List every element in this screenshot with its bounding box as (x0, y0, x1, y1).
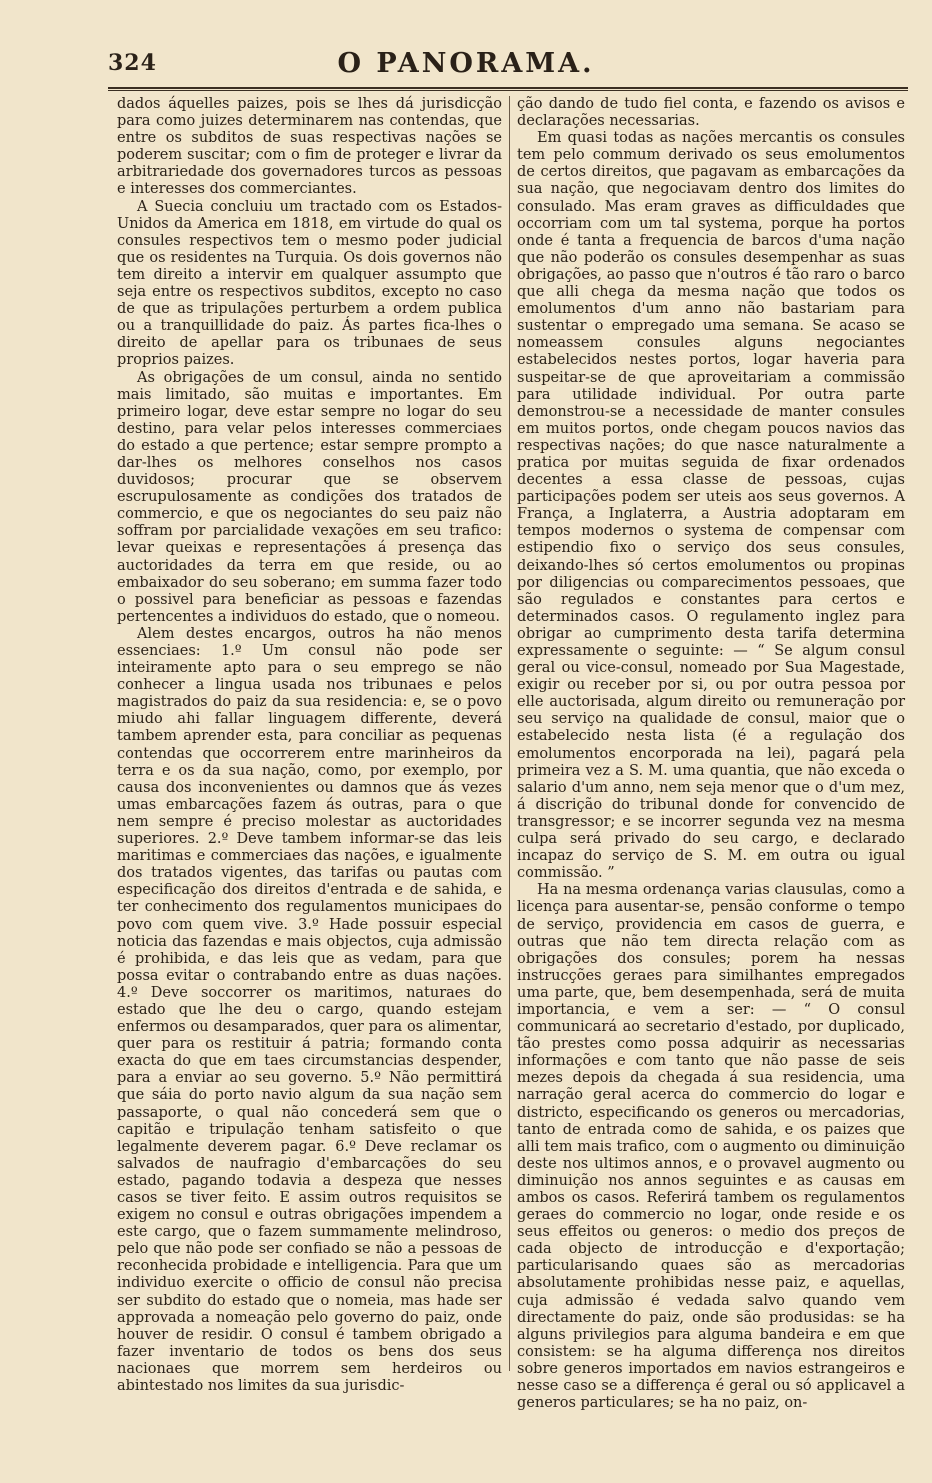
left-paragraph-3: As obrigações de um consul, ainda no sentido mais limitado, são muitas e importantes. Em primeiro logar, deve estar sempre no logar do seu destino, para velar pelos interesses commerciaes do estado a que pertence; estar sempre prompto a dar-lhes os melhores conselhos nos casos duvidosos; procurar que se observem escrupulosamente as condições dos tratados de commercio, e que os negociantes do seu paiz não soffram por parcialidade vexações em seu trafico: levar queixas e representações á presença das auctoridades da terra em que reside, ou ao embaixador do seu soberano; em summa fazer todo o possivel para beneficiar as pessoas e fazendas pertencentes a individuos do estado, que o nomeou. (117, 369, 502, 625)
right-paragraph-2: Em quasi todas as nações mercantis os consules tem pelo commum derivado os seus emolumentos de certos direitos, que pagavam as embarcações da sua nação, que negociavam dentro dos limites do consulado. Mas eram graves as difficuldades que occorriam com um tal systema, porque ha portos onde é tanta a frequencia de barcos d'uma nação que não poderão os consules desempenhar as suas obrigações, ao passo que n'outros é tão raro o barco que alli chega da mesma nação que todos os emolumentos d'um anno não bastariam para sustentar o empregado uma semana. Se acaso se nomeassem consules alguns negociantes estabelecidos nestes portos, logar haveria para suspeitar-se de que aproveitariam a commissão para utilidade individual. Por outra parte demonstrou-se a necessidade de manter consules em muitos portos, onde chegam poucos navios das respectivas nações; do que nasce naturalmente a pratica por muitas seguida de fixar ordenados decentes a essa classe de pessoas, cujas participações podem ser uteis aos seus governos. A França, a Inglaterra, a Austria adoptaram em tempos modernos o systema de compensar com estipendio fixo o serviço dos seus consules, deixando-lhes só certos emolumentos ou propinas por diligencias ou comparecimentos pessoaes, que são regulados e constantes para certos e determinados casos. O regulamento inglez para obrigar ao cumprimento desta tarifa determina expressamente o seguinte: — “ Se algum consul geral ou vice-consul, nomeado por Sua Magestade, exigir ou receber por si, ou por outra pessoa por elle auctorisada, algum direito ou remuneração por seu serviço na qualidade de consul, maior que o estabelecido nesta lista (é a regulação dos emolumentos encorporada na lei), pagará pela primeira vez a S. M. uma quantia, que não exceda o salario d'um anno, nem seja menor que o d'um mez, á discrição do tribunal donde for convencido de transgressor; e se incorrer segunda vez na mesma culpa será privado do seu cargo, e declarado incapaz do serviço de S. M. em outra ou igual commissão. ” (517, 130, 905, 882)
page-number: 324 (108, 50, 157, 76)
right-paragraph-1: ção dando de tudo fiel conta, e fazendo os avisos e declarações necessarias. (517, 96, 905, 130)
right-paragraph-3: Ha na mesma ordenança varias clausulas, como a licença para ausentar-se, pensão conforme o tempo de serviço, providencia em casos de guerra, e outras que não tem directa relação com as obrigações dos consules; porem ha nessas instrucções geraes para similhantes empregados uma parte, que, bem desempenhada, será de muita importancia, e vem a ser: — “ O consul communicará ao secretario d'estado, por duplicado, tão prestes como possa adquirir as necessarias informações e com tanto que não passe de seis mezes depois da chegada á sua residencia, uma narração geral acerca do commercio do logar e districto, especificando os generos ou mercadorias, tanto de entrada como de sahida, e os paizes que alli tem mais trafico, com o augmento ou diminuição deste nos ultimos annos, e o provavel augmento ou diminuição nos annos seguintes e as causas em ambos os casos. Referirá tambem os regulamentos geraes do commercio no logar, onde reside e os seus effeitos ou generos: o medio dos preços de cada objecto de introducção e d'exportação; particularisando quaes são as mercadorias absolutamente prohibidas nesse paiz, e aquellas, cuja admissão é vedada salvo quando vem directamente do paiz, onde são produsidas: se ha alguns privilegios para alguma bandeira e em que consistem: se ha alguma differença nos direitos sobre generos importados em navios estrangeiros e nesse caso se a differença é geral ou só applicavel a generos particulares; se ha no paiz, on- (517, 882, 905, 1412)
right-column (517, 96, 905, 1412)
column-divider (509, 96, 510, 1371)
left-paragraph-1: dados áquelles paizes, pois se lhes dá jurisdicção para como juizes determinarem nas contendas, que entre os subditos de suas respectivas nações se poderem suscitar; com o fim de proteger e livrar da arbitrariedade dos governadores turcos as pessoas e interesses dos commerciantes. (117, 96, 502, 198)
left-paragraph-4: Alem destes encargos, outros ha não menos essenciaes: 1.º Um consul não pode ser inteiramente apto para o seu emprego se não conhecer a lingua usada nos tribunaes e pelos magistrados do paiz da sua residencia: e, se o povo miudo ahi fallar linguagem differente, deverá tambem aprender esta, para conciliar as pequenas contendas que occorrerem entre marinheiros da terra e os da sua nação, como, por exemplo, por causa dos inconvenientes ou damnos que ás vezes umas embarcações fazem ás outras, para o que nem sempre é preciso molestar as auctoridades superiores. 2.º Deve tambem informar-se das leis maritimas e commerciaes das nações, e igualmente dos tratados vigentes, das tarifas ou pautas com especificação dos direitos d'entrada e de sahida, e ter conhecimento dos regulamentos municipaes do povo com quem vive. 3.º Hade possuir especial noticia das fazendas e mais objectos, cuja admissão é prohibida, e das leis que as vedam, para que possa evitar o contrabando entre as duas nações. 4.º Deve soccorrer os maritimos, naturaes do estado que lhe deu o cargo, quando estejam enfermos ou desamparados, quer para os alimentar, quer para os restituir á patria; formando conta exacta do que em taes circumstancias despender, para a enviar ao seu governo. 5.º Não permittirá que sáia do porto navio algum da sua nação sem passaporte, o qual não concederá sem que o capitão e tripulação tenham satisfeito o que legalmente deverem pagar. 6.º Deve reclamar os salvados de naufragio d'embarcações do seu estado, pagando todavia a despeza que nesses casos se tiver feito. E assim outros requisitos se exigem no consul e outras obrigações impendem a este cargo, que o fazem summamente melindroso, pelo que não pode ser confiado se não a pessoas de reconhecida probidade e intelligencia. Para que um individuo exercite o officio de consul não precisa ser subdito do estado que o nomeia, mas hade ser approvada a nomeação pelo governo do paiz, onde houver de residir. O consul é tambem obrigado a fazer inventario de todos os bens dos seus nacionaes que morrem sem herdeiros ou abintestado nos limites da sua jurisdic- (117, 625, 502, 1395)
running-title: O PANORAMA. (337, 48, 595, 79)
left-column (117, 96, 502, 1395)
left-paragraph-2: A Suecia concluiu um tractado com os Estados-Unidos da America em 1818, em virtude do qual os consules respectivos tem o mesmo poder judicial que os residentes na Turquia. Os dois governos não tem direito a intervir em qualquer assumpto que seja entre os respectivos subditos, excepto no caso de que as tripulações perturbem a ordem publica ou a tranquillidade do paiz. Ás partes fica-lhes o direito de apellar para os tribunaes de seus proprios paizes. (117, 198, 502, 369)
header-rule (108, 87, 908, 91)
